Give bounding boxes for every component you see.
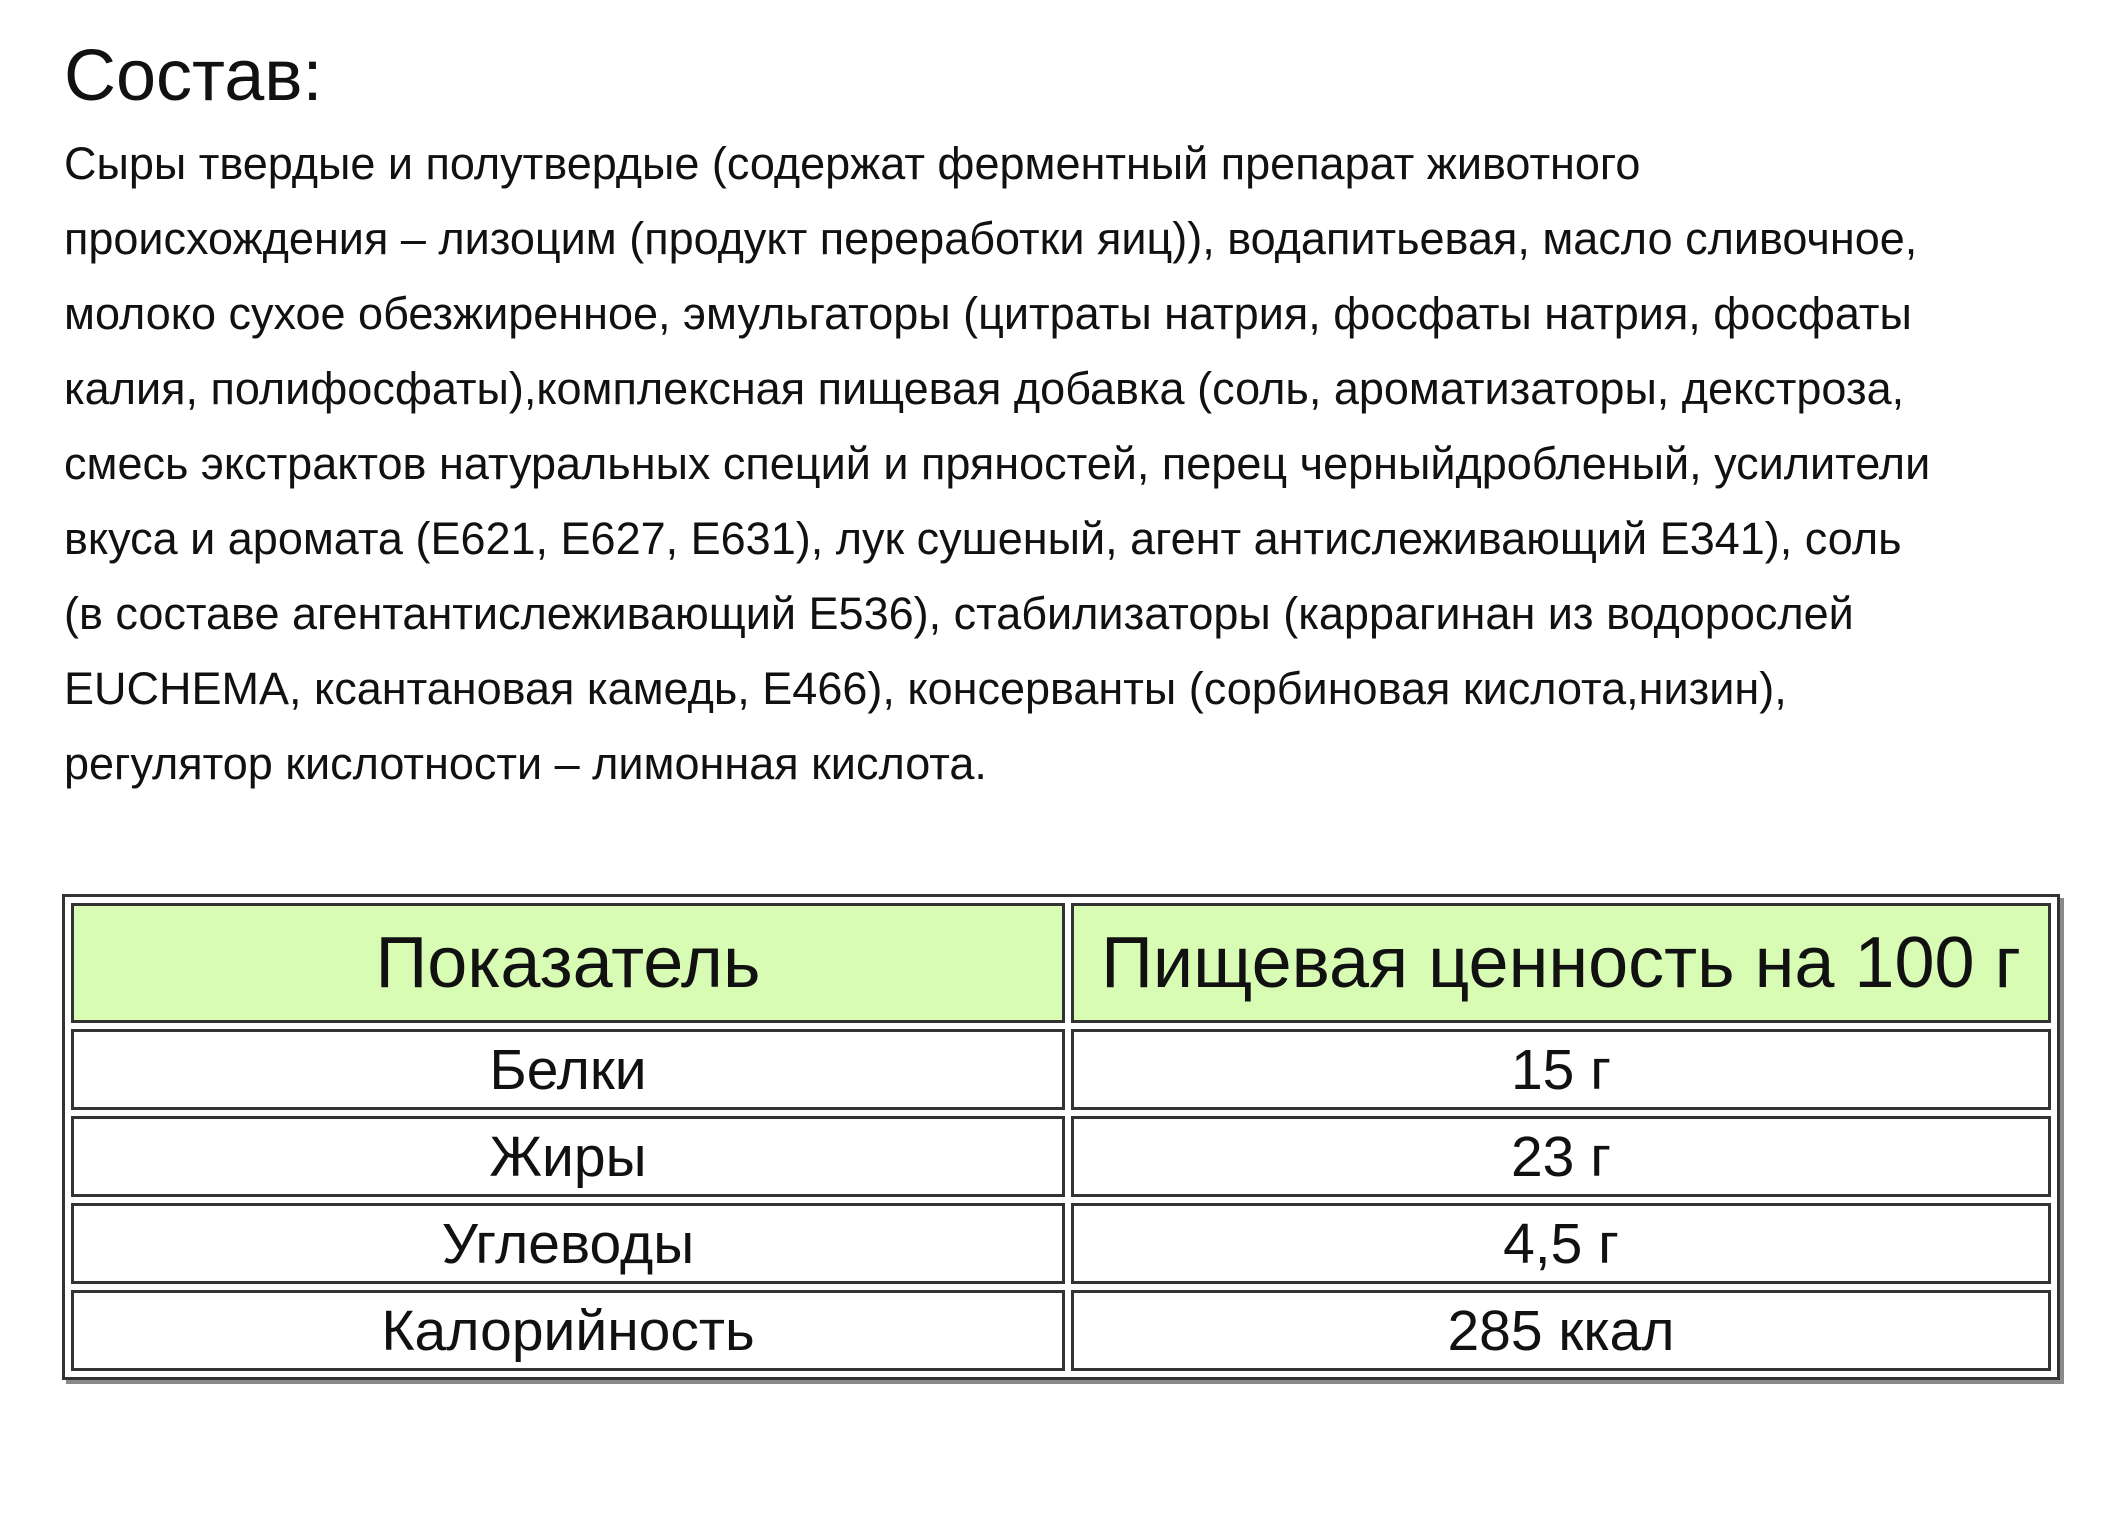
nutrition-header-row [71, 903, 2051, 1023]
nutrition-table [62, 894, 2060, 1380]
nutrition-row-protein [71, 1029, 2051, 1110]
value-cell: 15 г [1071, 1029, 2051, 1110]
composition-text [64, 126, 2104, 801]
value-cell: 4,5 г [1071, 1203, 2051, 1284]
indicator-cell: Жиры [71, 1116, 1065, 1197]
indicator-cell: Углеводы [71, 1203, 1065, 1284]
composition-line: EUCHEMA, ксантановая камедь, Е466), консерванты (сорбиновая кислота,низин), [64, 663, 1787, 714]
nutrition-row-fat [71, 1116, 2051, 1197]
header-indicator: Показатель [71, 903, 1065, 1023]
composition-line: Сыры твердые и полутвердые (содержат ферментный препарат животного [64, 138, 1641, 189]
nutrition-row-calories [71, 1290, 2051, 1371]
value-cell: 285 ккал [1071, 1290, 2051, 1371]
composition-line: (в составе агентантислеживающий Е536), стабилизаторы (каррагинан из водорослей [64, 588, 1854, 639]
indicator-cell: Белки [71, 1029, 1065, 1110]
composition-line: регулятор кислотности – лимонная кислота. [64, 738, 987, 789]
composition-line: вкуса и аромата (Е621, Е627, Е631), лук сушеный, агент антислеживающий Е341), соль [64, 513, 1902, 564]
composition-line: калия, полифосфаты),комплексная пищевая добавка (соль, ароматизаторы, декстроза, [64, 363, 1905, 414]
nutrition-row-carbs [71, 1203, 2051, 1284]
composition-heading: Состав: [64, 36, 323, 116]
composition-line: смесь экстрактов натуральных специй и пряностей, перец черныйдробленый, усилители [64, 438, 1931, 489]
value-cell: 23 г [1071, 1116, 2051, 1197]
indicator-cell: Калорийность [71, 1290, 1065, 1371]
composition-line: молоко сухое обезжиренное, эмульгаторы (цитраты натрия, фосфаты натрия, фосфаты [64, 288, 1912, 339]
header-nutritional-value: Пищевая ценность на 100 г [1071, 903, 2051, 1023]
composition-line: происхождения – лизоцим (продукт переработки яиц)), водапитьевая, масло сливочное, [64, 213, 1918, 264]
